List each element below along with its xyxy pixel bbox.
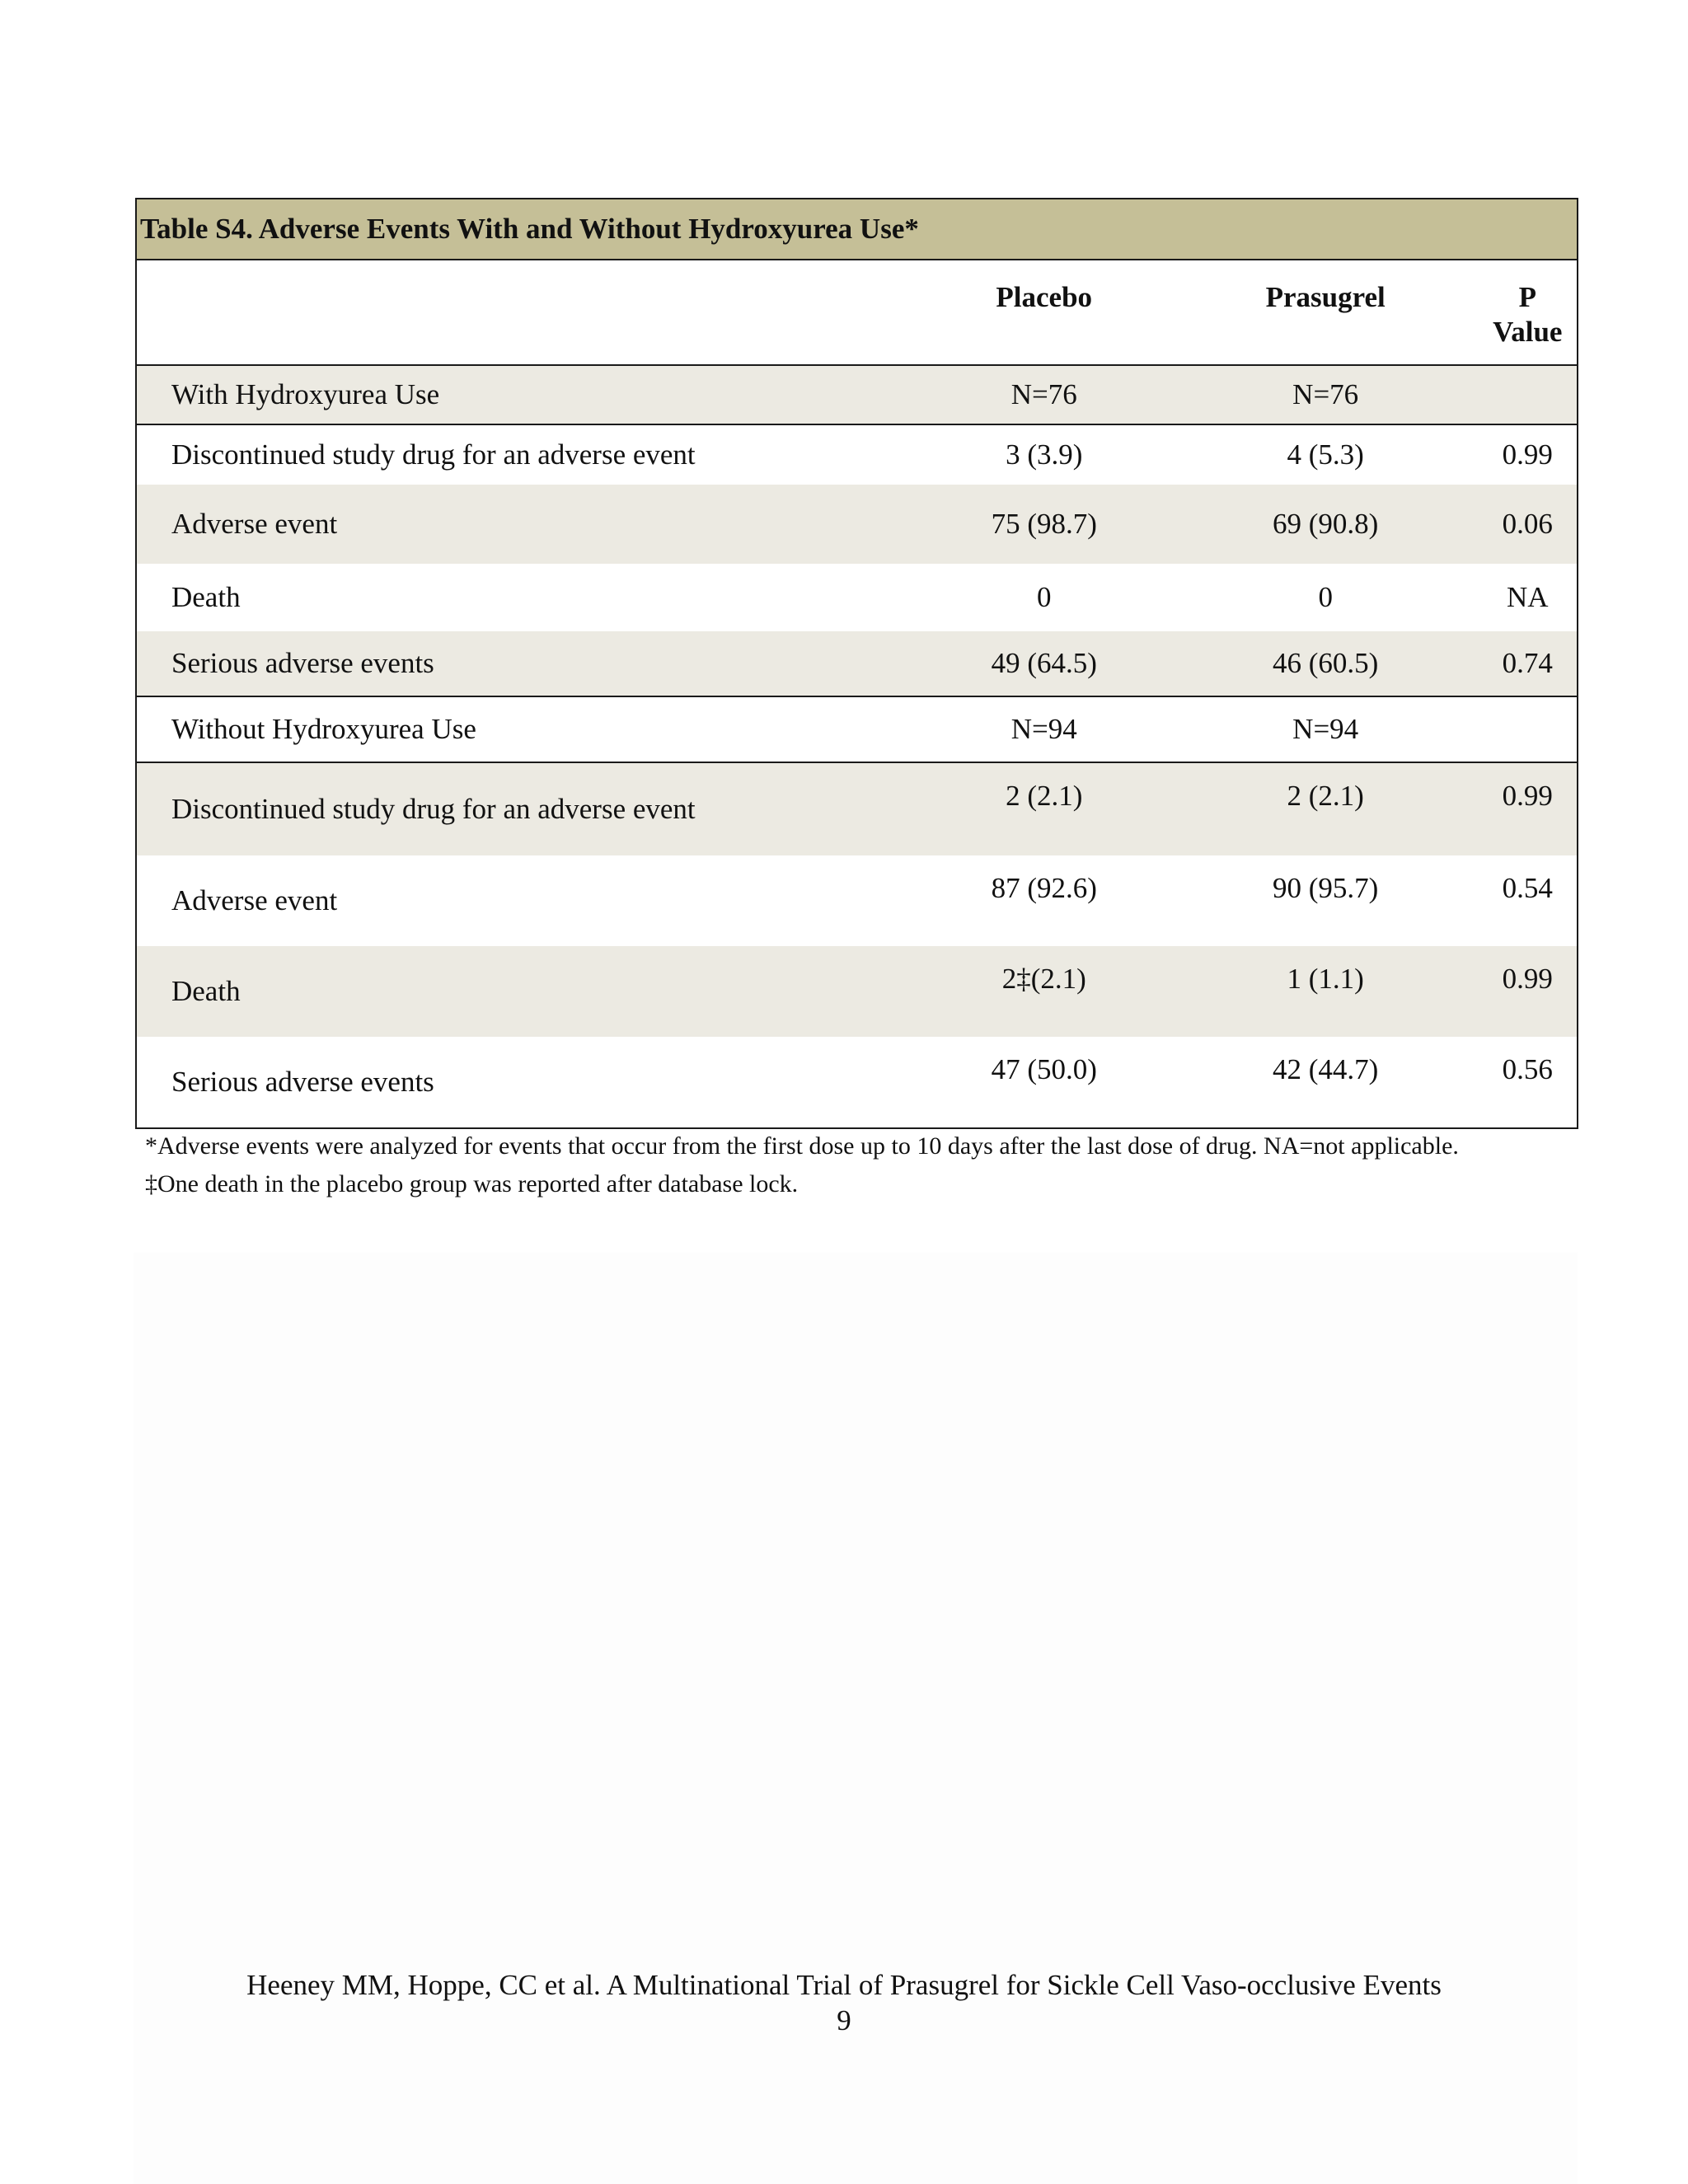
row-label: Discontinued study drug for an adverse event bbox=[171, 438, 696, 471]
row-label: Adverse event bbox=[171, 884, 338, 916]
row-p-value: 0.56 bbox=[1502, 1053, 1553, 1085]
table-row bbox=[137, 425, 1577, 485]
row-label: Serious adverse events bbox=[171, 1066, 434, 1098]
row-prasugrel: 2 (2.1) bbox=[1287, 780, 1364, 812]
table-title: Table S4. Adverse Events With and Without Hydroxyurea Use* bbox=[137, 199, 1577, 260]
row-prasugrel: 1 (1.1) bbox=[1287, 963, 1364, 995]
table-row bbox=[137, 1037, 1577, 1127]
row-placebo: 49 (64.5) bbox=[991, 647, 1097, 679]
row-p-value: 0.99 bbox=[1502, 780, 1553, 812]
row-placebo: 2‡(2.1) bbox=[1001, 963, 1086, 995]
table-row bbox=[137, 946, 1577, 1037]
table-row bbox=[137, 763, 1577, 855]
header-p-value-line1: P bbox=[1518, 281, 1536, 313]
row-placebo: 47 (50.0) bbox=[991, 1053, 1097, 1085]
footnote-asterisk: *Adverse events were analyzed for events that occur from the first dose up to 10 days after the last dose of drug. NA=not applicable. bbox=[145, 1132, 1459, 1160]
row-p-value: 0.99 bbox=[1502, 963, 1553, 995]
table-row-section-without-hu bbox=[137, 697, 1577, 763]
page-number: 9 bbox=[837, 2004, 851, 2036]
row-p-value: 0.99 bbox=[1502, 438, 1553, 471]
page-footer-citation: Heeney MM, Hoppe, CC et al. A Multinational Trial of Prasugrel for Sickle Cell Vaso-occlusive Events bbox=[246, 1969, 1442, 2001]
table-row-section-with-hu bbox=[137, 366, 1577, 425]
table-row bbox=[137, 564, 1577, 631]
row-prasugrel: 90 (95.7) bbox=[1273, 872, 1379, 904]
header-p-value-line2: Value bbox=[1493, 316, 1563, 348]
row-placebo: 75 (98.7) bbox=[991, 508, 1097, 540]
row-placebo: 0 bbox=[1036, 581, 1052, 613]
table-footnotes bbox=[145, 1127, 1546, 1203]
header-p-value bbox=[1479, 280, 1577, 349]
row-p-value: 0.54 bbox=[1502, 872, 1553, 904]
row-p-value: NA bbox=[1507, 581, 1549, 613]
table-row bbox=[137, 855, 1577, 946]
row-prasugrel: 42 (44.7) bbox=[1273, 1053, 1379, 1085]
page-background bbox=[134, 1253, 1578, 2184]
row-prasugrel: N=76 bbox=[1292, 378, 1359, 410]
row-label: Without Hydroxyurea Use bbox=[171, 713, 476, 745]
table-header-row bbox=[137, 260, 1577, 366]
row-placebo: 87 (92.6) bbox=[991, 872, 1097, 904]
row-label: Death bbox=[171, 581, 241, 613]
row-label: Serious adverse events bbox=[171, 647, 434, 679]
adverse-events-table bbox=[135, 198, 1578, 1129]
row-prasugrel: 0 bbox=[1318, 581, 1333, 613]
row-placebo: N=94 bbox=[1010, 713, 1077, 745]
row-placebo: 2 (2.1) bbox=[1006, 780, 1083, 812]
row-placebo: 3 (3.9) bbox=[1006, 438, 1083, 471]
row-label: With Hydroxyurea Use bbox=[171, 378, 440, 410]
row-prasugrel: 46 (60.5) bbox=[1273, 647, 1379, 679]
footnote-double-dagger: ‡One death in the placebo group was reported after database lock. bbox=[145, 1170, 799, 1197]
header-placebo: Placebo bbox=[996, 281, 1093, 313]
row-label: Discontinued study drug for an adverse event bbox=[171, 793, 696, 825]
row-prasugrel: 69 (90.8) bbox=[1273, 508, 1379, 540]
row-label: Death bbox=[171, 975, 241, 1007]
table-row bbox=[137, 485, 1577, 564]
row-p-value: 0.06 bbox=[1502, 508, 1553, 540]
row-prasugrel: N=94 bbox=[1292, 713, 1359, 745]
row-p-value: 0.74 bbox=[1502, 647, 1553, 679]
table-row bbox=[137, 631, 1577, 697]
row-placebo: N=76 bbox=[1010, 378, 1077, 410]
row-label: Adverse event bbox=[171, 508, 338, 540]
row-prasugrel: 4 (5.3) bbox=[1287, 438, 1364, 471]
header-prasugrel: Prasugrel bbox=[1265, 281, 1386, 313]
